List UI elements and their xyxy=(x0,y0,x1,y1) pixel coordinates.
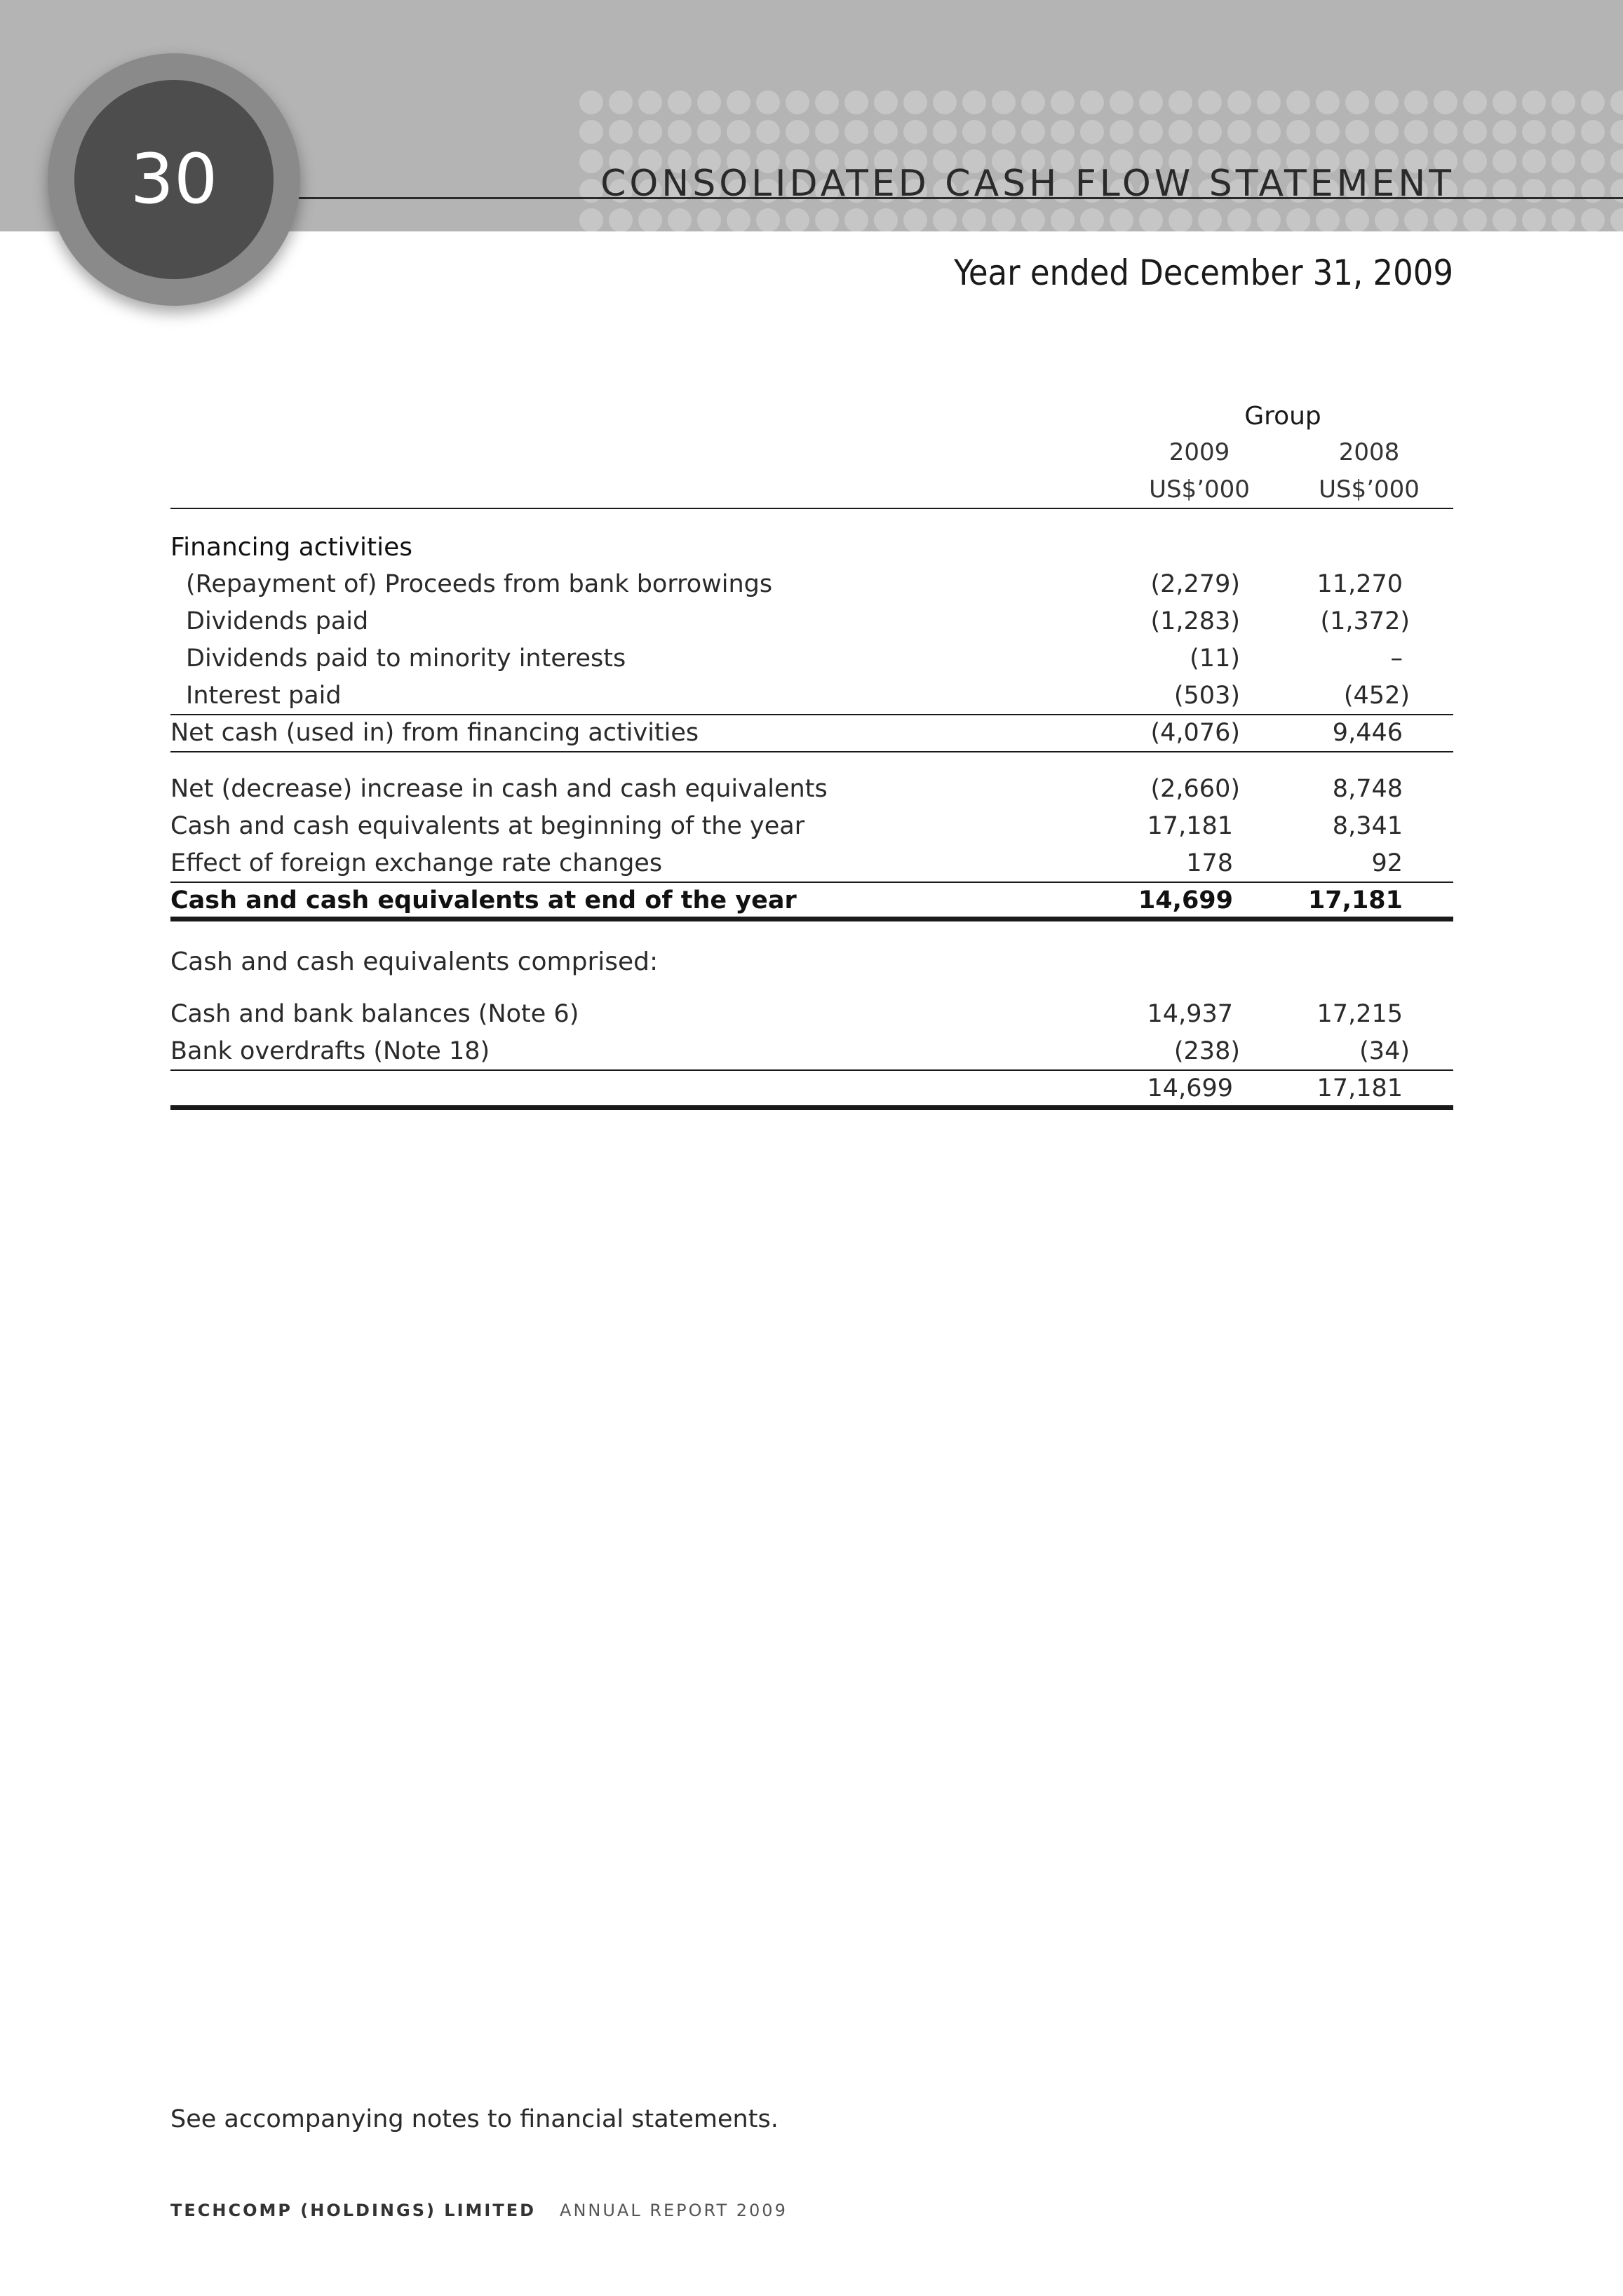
dot xyxy=(1139,90,1163,114)
dot xyxy=(1316,120,1340,144)
total-double-rule xyxy=(170,1105,1453,1110)
dot xyxy=(668,208,692,231)
dot xyxy=(992,90,1016,114)
dot xyxy=(609,120,633,144)
dot xyxy=(579,208,603,231)
value-2009: 14,699 xyxy=(1138,886,1233,914)
dot xyxy=(1551,208,1575,231)
dot xyxy=(786,120,809,144)
table-row xyxy=(170,808,1453,845)
section-title-financing: Financing activities xyxy=(170,533,412,562)
dot xyxy=(844,90,868,114)
dot xyxy=(815,208,839,231)
table-row xyxy=(170,677,1453,715)
dot xyxy=(903,90,927,114)
dot xyxy=(1404,208,1428,231)
dot xyxy=(1493,90,1516,114)
dot xyxy=(1139,120,1163,144)
dot xyxy=(579,149,603,173)
dot xyxy=(1316,90,1340,114)
dot xyxy=(874,90,898,114)
dot xyxy=(903,208,927,231)
dot xyxy=(1286,90,1310,114)
dot xyxy=(1610,208,1623,231)
value-2009: (2,279) xyxy=(1150,570,1240,598)
dot xyxy=(874,120,898,144)
dot xyxy=(1581,90,1605,114)
dot xyxy=(1227,120,1251,144)
table-row-subtotal xyxy=(170,715,1453,752)
dot xyxy=(815,120,839,144)
value-2009: (1,283) xyxy=(1150,607,1240,635)
dot xyxy=(1110,120,1133,144)
footnote: See accompanying notes to financial statements. xyxy=(170,2105,779,2133)
value-2009: 178 xyxy=(1186,849,1233,877)
dot xyxy=(992,120,1016,144)
value-2009: (238) xyxy=(1173,1037,1240,1065)
dot xyxy=(1551,149,1575,173)
dot xyxy=(1581,149,1605,173)
page-footer xyxy=(170,2201,788,2220)
dot xyxy=(1110,208,1133,231)
table-row-total xyxy=(170,882,1453,919)
row-label: Cash and cash equivalents at beginning of the year xyxy=(170,812,805,840)
dot xyxy=(1375,90,1399,114)
dot xyxy=(579,90,603,114)
dot xyxy=(1610,120,1623,144)
dot xyxy=(962,208,986,231)
dot xyxy=(1227,208,1251,231)
dot xyxy=(1463,120,1487,144)
dot xyxy=(903,120,927,144)
dot xyxy=(1434,120,1457,144)
dot xyxy=(1610,90,1623,114)
dot xyxy=(1551,90,1575,114)
dot xyxy=(756,120,780,144)
table-row xyxy=(170,996,1453,1033)
total-double-rule xyxy=(170,917,1453,921)
value-2009: (4,076) xyxy=(1150,719,1240,747)
dot xyxy=(1169,90,1192,114)
dot xyxy=(1522,208,1546,231)
dot xyxy=(1227,90,1251,114)
table-row xyxy=(170,1033,1453,1070)
value-2009: 17,181 xyxy=(1147,812,1233,840)
dot xyxy=(1345,208,1369,231)
dot xyxy=(933,120,957,144)
value-2008: 17,215 xyxy=(1316,1000,1403,1028)
dot xyxy=(1463,149,1487,173)
dot xyxy=(1051,208,1075,231)
dot xyxy=(1434,90,1457,114)
row-label: Effect of foreign exchange rate changes xyxy=(170,849,663,877)
dot xyxy=(727,90,750,114)
dot xyxy=(1051,90,1075,114)
dot xyxy=(1139,208,1163,231)
dot-pattern-decoration xyxy=(579,87,1623,231)
dot xyxy=(609,208,633,231)
dot xyxy=(579,120,603,144)
row-label: Interest paid xyxy=(186,682,342,710)
dot xyxy=(697,120,721,144)
value-2008: 8,748 xyxy=(1332,775,1403,803)
dot xyxy=(1522,120,1546,144)
row-label: (Repayment of) Proceeds from bank borrowings xyxy=(186,570,773,598)
row-label: Cash and bank balances (Note 6) xyxy=(170,1000,579,1028)
dot xyxy=(668,90,692,114)
table-row xyxy=(170,603,1453,640)
row-label: Net cash (used in) from financing activities xyxy=(170,719,699,747)
dot xyxy=(1522,149,1546,173)
dot xyxy=(697,90,721,114)
value-2008: 17,181 xyxy=(1316,1074,1403,1102)
dot xyxy=(962,120,986,144)
header-divider xyxy=(170,508,1453,509)
row-label: Dividends paid xyxy=(186,607,369,635)
dot xyxy=(1375,208,1399,231)
value-2008: (452) xyxy=(1343,682,1410,710)
dot xyxy=(1021,120,1045,144)
dot xyxy=(697,208,721,231)
row-label: Net (decrease) increase in cash and cash equivalents xyxy=(170,775,828,803)
value-2008: 17,181 xyxy=(1307,886,1403,914)
dot xyxy=(756,90,780,114)
dot xyxy=(727,120,750,144)
dot xyxy=(727,208,750,231)
value-2008: 8,341 xyxy=(1332,812,1403,840)
section-title-comprised: Cash and cash equivalents comprised: xyxy=(170,947,659,976)
dot xyxy=(1110,90,1133,114)
dot xyxy=(874,208,898,231)
page-number: 30 xyxy=(130,140,218,220)
dot xyxy=(1198,120,1222,144)
statement-title: CONSOLIDATED CASH FLOW STATEMENT xyxy=(600,163,1455,205)
dot xyxy=(1581,208,1605,231)
value-2008: (34) xyxy=(1359,1037,1410,1065)
value-2009: (2,660) xyxy=(1150,775,1240,803)
dot xyxy=(1345,120,1369,144)
column-year-2008: 2008 xyxy=(1338,438,1400,466)
dot xyxy=(1316,208,1340,231)
value-2009: 14,937 xyxy=(1147,1000,1233,1028)
dot xyxy=(1080,120,1104,144)
dot xyxy=(933,90,957,114)
dot xyxy=(1463,90,1487,114)
dot xyxy=(844,208,868,231)
table-row xyxy=(170,566,1453,603)
table-row xyxy=(170,771,1453,808)
statement-subtitle: Year ended December 31, 2009 xyxy=(954,252,1453,293)
dot xyxy=(638,120,662,144)
dot xyxy=(962,90,986,114)
dot xyxy=(786,90,809,114)
column-unit-2009: US$’000 xyxy=(1149,475,1250,504)
row-divider xyxy=(170,751,1453,752)
dot xyxy=(1493,120,1516,144)
value-2008: 92 xyxy=(1371,849,1403,877)
dot xyxy=(1493,208,1516,231)
dot xyxy=(1610,149,1623,173)
dot xyxy=(1551,120,1575,144)
dot xyxy=(1522,90,1546,114)
row-label: Dividends paid to minority interests xyxy=(186,644,626,673)
dot xyxy=(1375,120,1399,144)
value-2009: 14,699 xyxy=(1147,1074,1233,1102)
dot xyxy=(992,208,1016,231)
table-row-total xyxy=(170,1070,1453,1107)
dot xyxy=(1434,208,1457,231)
dot xyxy=(786,208,809,231)
column-year-2009: 2009 xyxy=(1169,438,1230,466)
dot xyxy=(815,90,839,114)
dot xyxy=(933,208,957,231)
dot xyxy=(1345,90,1369,114)
dot xyxy=(1493,149,1516,173)
dot xyxy=(1463,208,1487,231)
table-row xyxy=(170,640,1453,677)
value-2008: 9,446 xyxy=(1332,719,1403,747)
dot xyxy=(756,208,780,231)
dot xyxy=(1257,90,1281,114)
dot xyxy=(668,120,692,144)
value-2008: 11,270 xyxy=(1316,570,1403,598)
dot xyxy=(1257,120,1281,144)
dot xyxy=(638,90,662,114)
dot xyxy=(1404,90,1428,114)
dot xyxy=(1404,120,1428,144)
dot xyxy=(1198,208,1222,231)
dot xyxy=(1169,120,1192,144)
value-2008: (1,372) xyxy=(1320,607,1410,635)
value-2009: (11) xyxy=(1190,644,1240,673)
footer-report: ANNUAL REPORT 2009 xyxy=(560,2201,788,2220)
dot xyxy=(1021,208,1045,231)
dot xyxy=(1286,120,1310,144)
dot xyxy=(609,90,633,114)
dot xyxy=(1198,90,1222,114)
row-label: Cash and cash equivalents at end of the year xyxy=(170,886,797,914)
dot xyxy=(1021,90,1045,114)
dot xyxy=(844,120,868,144)
dot xyxy=(1080,208,1104,231)
dot xyxy=(638,208,662,231)
dot xyxy=(1080,90,1104,114)
column-unit-2008: US$’000 xyxy=(1319,475,1420,504)
dot xyxy=(1286,208,1310,231)
column-group-label: Group xyxy=(1244,402,1321,431)
dot xyxy=(1257,208,1281,231)
dot xyxy=(1051,120,1075,144)
value-2008: – xyxy=(1390,644,1403,673)
footer-company: TECHCOMP (HOLDINGS) LIMITED xyxy=(170,2201,537,2220)
dot xyxy=(1169,208,1192,231)
row-label: Bank overdrafts (Note 18) xyxy=(170,1037,490,1065)
dot xyxy=(1581,120,1605,144)
table-row xyxy=(170,845,1453,882)
value-2009: (503) xyxy=(1173,682,1240,710)
